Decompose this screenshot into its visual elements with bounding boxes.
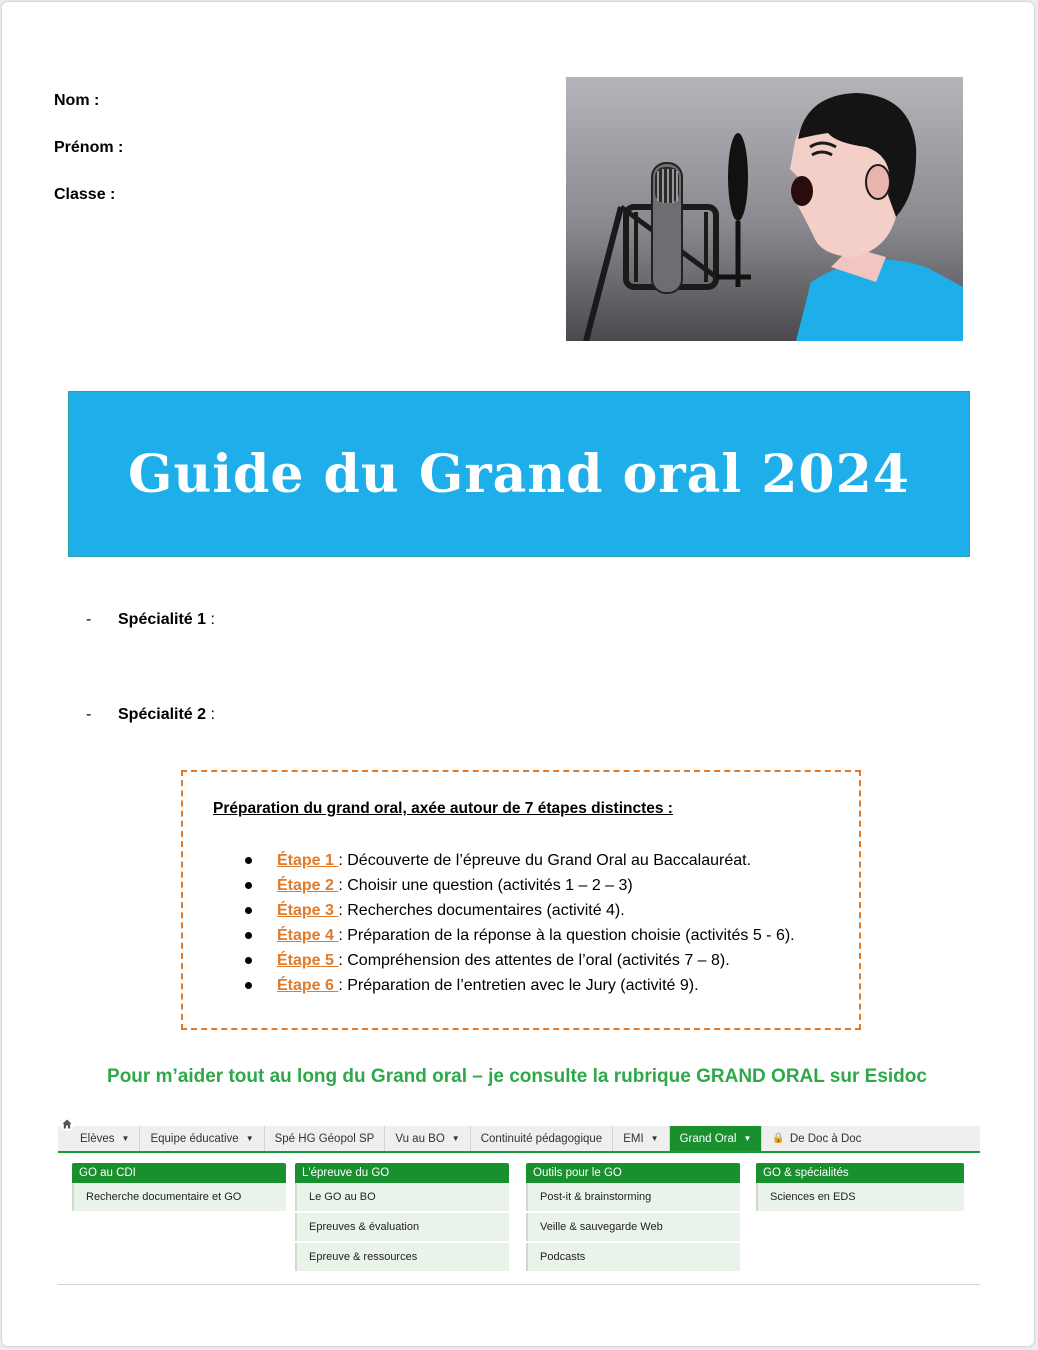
steps-list [245,848,795,998]
steps-box [181,770,861,1030]
column-link[interactable]: Epreuves & évaluation [295,1213,509,1241]
step-link-3[interactable]: Étape 3 [277,902,339,919]
step-text: : Découverte de l’épreuve du Grand Oral au Baccalauréat. [338,852,752,869]
step-text: : Recherches documentaires (activité 4). [338,902,625,919]
menu-label: Continuité pédagogique [480,1132,603,1145]
column-link[interactable]: Podcasts [526,1243,740,1271]
field-prenom: Prénom : [54,139,124,156]
step-link-1[interactable]: Étape 1 [277,852,339,869]
column-title: GO au CDI [72,1163,286,1183]
menu-label: Spé HG Géopol SP [274,1132,375,1145]
bullet-icon [245,907,252,914]
menu-continuite[interactable] [471,1126,614,1151]
caret-down-icon: ▼ [743,1134,752,1143]
step-link-6[interactable]: Étape 6 [277,977,339,994]
specialite-2-line [86,706,215,724]
singer-microphone-illustration [566,77,963,341]
list-item [245,973,795,998]
bullet-icon [245,882,252,889]
title-banner [68,391,970,557]
steps-heading: Préparation du grand oral, axée autour de 7 étapes distinctes : [213,800,673,817]
menu-de-doc-a-doc[interactable] [762,1126,871,1151]
column-link[interactable]: Veille & sauvegarde Web [526,1213,740,1241]
menu-grand-oral[interactable] [670,1126,763,1151]
menu-emi[interactable] [613,1126,669,1151]
esidoc-heading: Pour m’aider tout au long du Grand oral – je consulte la rubrique GRAND ORAL sur Esidoc [107,1066,927,1087]
bullet-icon [245,857,252,864]
menu-equipe-educative[interactable] [140,1126,264,1151]
list-item [245,848,795,873]
esidoc-menubar [58,1126,980,1153]
list-item [245,948,795,973]
step-link-5[interactable]: Étape 5 [277,952,339,969]
field-nom: Nom : [54,92,100,109]
column-link[interactable]: Le GO au BO [295,1183,509,1211]
home-icon[interactable] [60,1117,74,1131]
step-text: : Compréhension des attentes de l’oral (activités 7 – 8). [338,952,730,969]
field-classe: Classe : [54,186,116,203]
menu-label: De Doc à Doc [789,1132,862,1145]
menu-label: Vu au BO [395,1132,445,1145]
column-link[interactable]: Recherche documentaire et GO [72,1183,286,1211]
step-link-4[interactable]: Étape 4 [277,927,339,944]
bullet-icon [245,932,252,939]
menu-label: Equipe éducative [150,1132,239,1145]
column-title: L'épreuve du GO [295,1163,509,1183]
dash: - [86,706,92,723]
menu-label: EMI [623,1132,644,1145]
caret-down-icon: ▼ [650,1134,659,1143]
menu-label: Elèves [80,1132,115,1145]
list-item [245,898,795,923]
menu-column-epreuve [295,1163,509,1273]
specialite-2-label: Spécialité 2 [118,706,207,723]
colon: : [206,706,215,723]
step-text: : Choisir une question (activités 1 – 2 – 3) [338,877,633,894]
column-link[interactable]: Epreuve & ressources [295,1243,509,1271]
menu-vu-au-bo[interactable] [385,1126,470,1151]
column-title: GO & spécialités [756,1163,964,1183]
menu-spe-hg[interactable] [265,1126,386,1151]
step-text: : Préparation de la réponse à la question choisie (activités 5 - 6). [338,927,795,944]
column-link[interactable]: Post-it & brainstorming [526,1183,740,1211]
divider [58,1284,980,1285]
caret-down-icon: ▼ [121,1134,130,1143]
column-title: Outils pour le GO [526,1163,740,1183]
specialite-1-label: Spécialité 1 [118,611,207,628]
caret-down-icon: ▼ [451,1134,460,1143]
dash: - [86,611,92,628]
specialite-1-line [86,611,215,629]
step-text: : Préparation de l’entretien avec le Jury (activité 9). [338,977,699,994]
caret-down-icon: ▼ [245,1134,254,1143]
lock-icon: 🔒 [772,1133,785,1144]
bullet-icon [245,982,252,989]
guide-title: Guide du Grand oral 2024 [128,443,910,505]
column-link[interactable]: Sciences en EDS [756,1183,964,1211]
list-item [245,873,795,898]
bullet-icon [245,957,252,964]
list-item [245,923,795,948]
colon: : [206,611,215,628]
menu-column-specialites [756,1163,964,1213]
menu-column-outils [526,1163,740,1273]
menu-label: Grand Oral [679,1132,737,1145]
step-link-2[interactable]: Étape 2 [277,877,339,894]
menu-column-go-cdi [72,1163,286,1213]
